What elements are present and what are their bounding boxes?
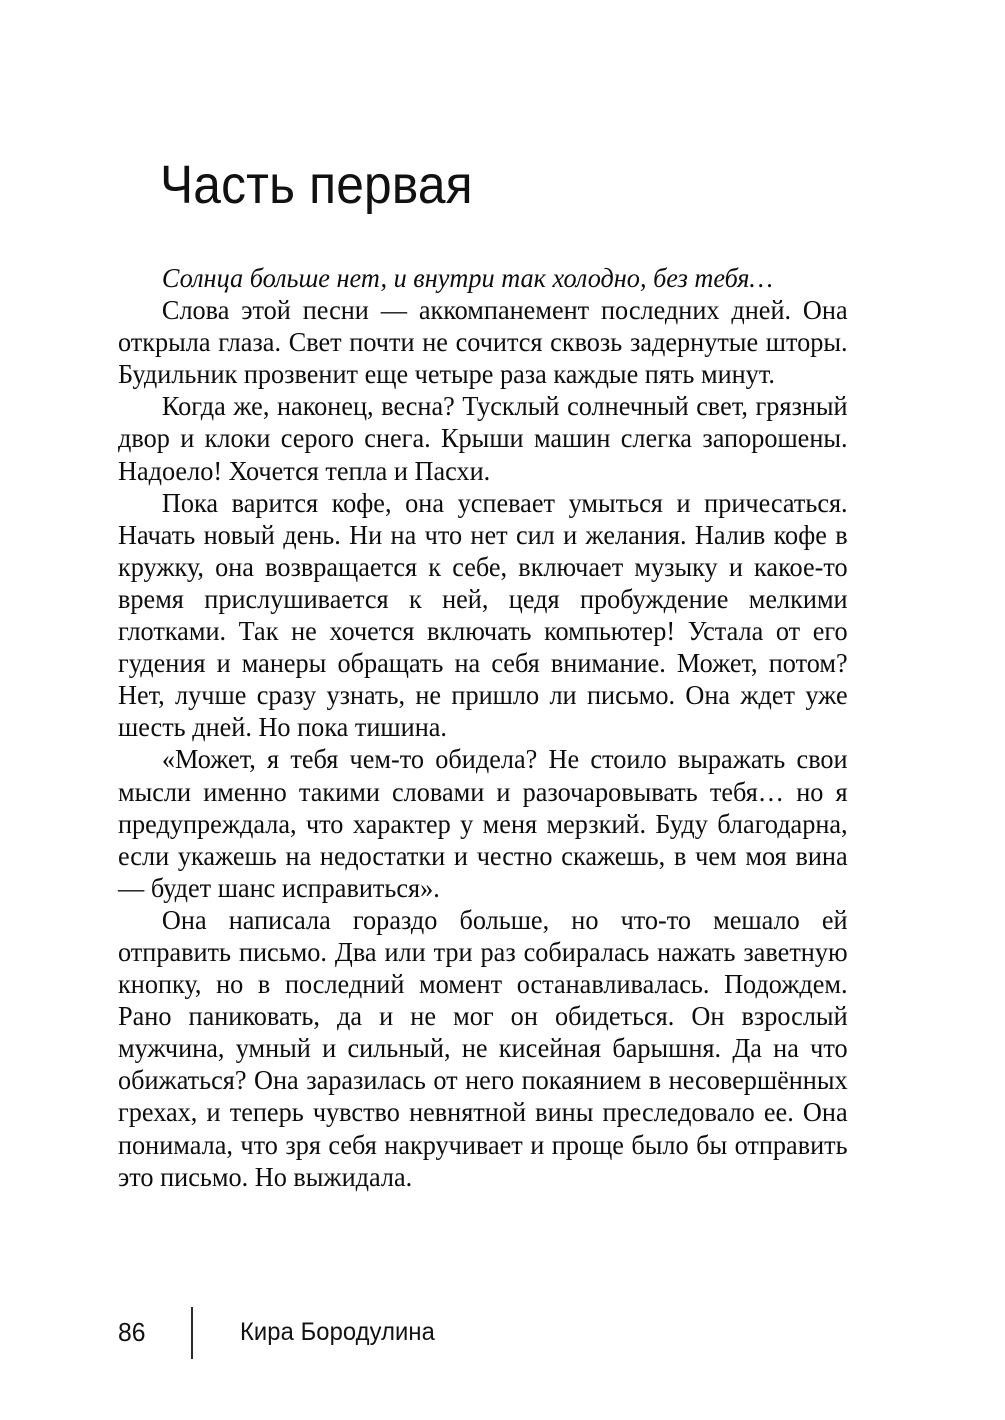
paragraph: Она написала гораздо больше, но что-то мешало ей отправить письмо. Два или три раз собиралась нажать заветную кнопку, но в последний момент останавливалась. Подождем. Рано паниковать, да и не мог он обидеться. Он взрослый мужчина, умный и сильный, не кисейная барышня. Да на что обижаться? Она заразилась от него покаянием в несовершённых грехах, и теперь чувство невнятной вины преследовало ее. Она понимала, что зря себя накручивает и проще было бы отправить это письмо. Но выжидала.	[118, 903, 848, 1192]
epigraph-line: Солнца больше нет, и внутри так холодно, без тебя…	[161, 262, 773, 293]
page-number: 86	[118, 1317, 146, 1347]
paragraph: Слова этой песни — аккомпанемент последних дней. Она открыла глаза. Свет почти не сочится сквозь задернутые шторы. Будильник прозвенит еще четыре раза каждые пять минут.	[118, 294, 848, 390]
paragraph: «Может, я тебя чем-то обидела? Не стоило выражать свои мысли именно такими словами и разочаровывать тебя… но я предупреждала, что характер у меня мерзкий. Буду благодарна, если укажешь на недостатки и честно скажешь, в чем моя вина — будет шанс исправиться».	[118, 743, 848, 903]
footer-divider-rule	[191, 1307, 193, 1359]
chapter-title: Часть первая	[160, 155, 473, 216]
author-name: Кира Бородулина	[240, 1318, 435, 1346]
paragraph: Когда же, наконец, весна? Тусклый солнечный свет, грязный двор и клоки серого снега. Крыши машин слегка запорошены. Надоело! Хочется тепла и Пасхи.	[118, 390, 848, 486]
body-text-block	[118, 262, 882, 1193]
paragraph: Пока варится кофе, она успевает умыться и причесаться. Начать новый день. Ни на что нет сил и желания. Налив кофе в кружку, она возвращается к себе, включает музыку и какое-то время прислушивается к ней, цедя пробуждение мелкими глотками. Так не хочется включать компьютер! Устала от его гудения и манеры обращать на себя внимание. Может, потом? Нет, лучше сразу узнать, не пришло ли письмо. Она ждет уже шесть дней. Но пока тишина.	[118, 486, 848, 743]
page-footer	[118, 1300, 898, 1366]
